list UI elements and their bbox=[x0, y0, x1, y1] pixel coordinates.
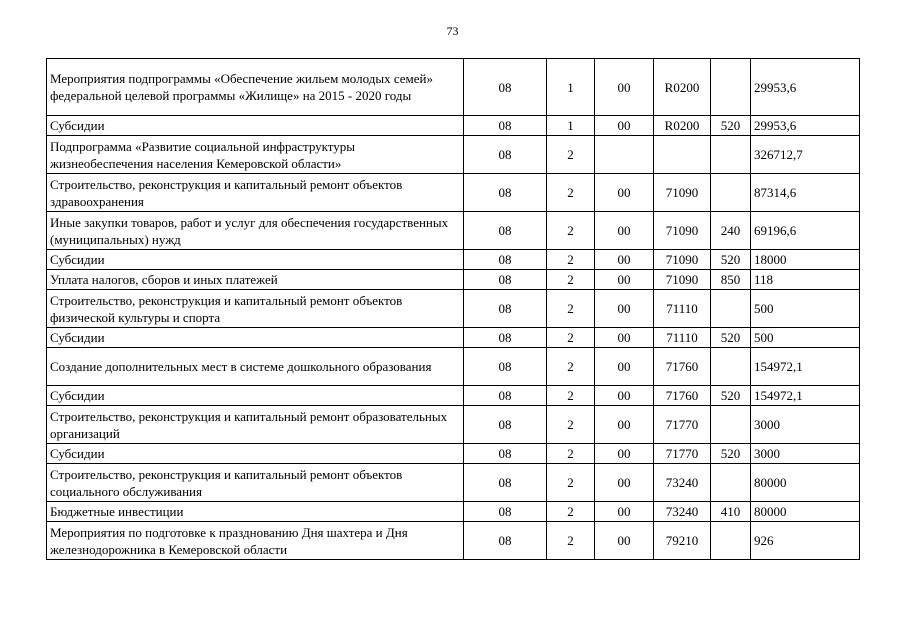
row-expense-type bbox=[711, 174, 751, 212]
row-name: Мероприятия подпрограммы «Обеспечение жильем молодых семей» федеральной целевой программы «Жилище» на 2015 - 2020 годы bbox=[47, 59, 464, 116]
row-section: 08 bbox=[464, 59, 547, 116]
table-row bbox=[47, 464, 860, 502]
row-section: 08 bbox=[464, 174, 547, 212]
row-expense-type bbox=[711, 522, 751, 560]
row-amount: 500 bbox=[751, 328, 860, 348]
row-group: 00 bbox=[595, 406, 654, 444]
budget-table bbox=[46, 58, 860, 560]
row-section: 08 bbox=[464, 522, 547, 560]
row-section: 08 bbox=[464, 328, 547, 348]
row-code: 71760 bbox=[654, 348, 711, 386]
row-code: 71770 bbox=[654, 444, 711, 464]
row-group: 00 bbox=[595, 290, 654, 328]
row-amount: 3000 bbox=[751, 406, 860, 444]
row-expense-type: 520 bbox=[711, 116, 751, 136]
row-section: 08 bbox=[464, 502, 547, 522]
row-code: 71090 bbox=[654, 212, 711, 250]
row-subprogram: 2 bbox=[547, 290, 595, 328]
row-name: Мероприятия по подготовке к празднованию Дня шахтера и Дня железнодорожника в Кемеровской области bbox=[47, 522, 464, 560]
row-amount: 80000 bbox=[751, 464, 860, 502]
row-subprogram: 2 bbox=[547, 386, 595, 406]
row-section: 08 bbox=[464, 250, 547, 270]
row-section: 08 bbox=[464, 386, 547, 406]
row-group: 00 bbox=[595, 348, 654, 386]
row-code: R0200 bbox=[654, 59, 711, 116]
row-section: 08 bbox=[464, 406, 547, 444]
table-row bbox=[47, 270, 860, 290]
row-group: 00 bbox=[595, 212, 654, 250]
row-code: 71110 bbox=[654, 328, 711, 348]
row-subprogram: 2 bbox=[547, 348, 595, 386]
row-expense-type bbox=[711, 406, 751, 444]
row-section: 08 bbox=[464, 290, 547, 328]
row-amount: 154972,1 bbox=[751, 348, 860, 386]
row-expense-type: 520 bbox=[711, 444, 751, 464]
row-code: R0200 bbox=[654, 116, 711, 136]
row-group: 00 bbox=[595, 386, 654, 406]
row-section: 08 bbox=[464, 444, 547, 464]
table-row bbox=[47, 59, 860, 116]
row-subprogram: 2 bbox=[547, 174, 595, 212]
row-group: 00 bbox=[595, 116, 654, 136]
row-subprogram: 2 bbox=[547, 250, 595, 270]
row-code bbox=[654, 136, 711, 174]
row-section: 08 bbox=[464, 348, 547, 386]
row-section: 08 bbox=[464, 464, 547, 502]
row-group: 00 bbox=[595, 174, 654, 212]
row-section: 08 bbox=[464, 116, 547, 136]
table-row bbox=[47, 136, 860, 174]
row-group: 00 bbox=[595, 270, 654, 290]
row-expense-type: 410 bbox=[711, 502, 751, 522]
row-group: 00 bbox=[595, 464, 654, 502]
row-section: 08 bbox=[464, 212, 547, 250]
row-section: 08 bbox=[464, 270, 547, 290]
row-expense-type: 520 bbox=[711, 386, 751, 406]
row-name: Субсидии bbox=[47, 116, 464, 136]
row-amount: 326712,7 bbox=[751, 136, 860, 174]
row-name: Субсидии bbox=[47, 386, 464, 406]
row-amount: 3000 bbox=[751, 444, 860, 464]
row-name: Строительство, реконструкция и капитальный ремонт образовательных организаций bbox=[47, 406, 464, 444]
row-group: 00 bbox=[595, 250, 654, 270]
page-number: 73 bbox=[446, 24, 459, 38]
row-code: 71090 bbox=[654, 174, 711, 212]
row-subprogram: 2 bbox=[547, 328, 595, 348]
row-expense-type bbox=[711, 348, 751, 386]
row-amount: 29953,6 bbox=[751, 59, 860, 116]
table-row bbox=[47, 290, 860, 328]
row-code: 71110 bbox=[654, 290, 711, 328]
row-amount: 926 bbox=[751, 522, 860, 560]
row-subprogram: 2 bbox=[547, 522, 595, 560]
row-group: 00 bbox=[595, 522, 654, 560]
row-subprogram: 2 bbox=[547, 464, 595, 502]
row-amount: 500 bbox=[751, 290, 860, 328]
row-subprogram: 1 bbox=[547, 59, 595, 116]
row-amount: 118 bbox=[751, 270, 860, 290]
row-group: 00 bbox=[595, 444, 654, 464]
row-amount: 87314,6 bbox=[751, 174, 860, 212]
row-subprogram: 2 bbox=[547, 136, 595, 174]
table-row bbox=[47, 116, 860, 136]
row-name: Субсидии bbox=[47, 444, 464, 464]
row-group: 00 bbox=[595, 502, 654, 522]
row-name: Строительство, реконструкция и капитальный ремонт объектов социального обслуживания bbox=[47, 464, 464, 502]
row-subprogram: 2 bbox=[547, 444, 595, 464]
row-subprogram: 2 bbox=[547, 406, 595, 444]
row-subprogram: 2 bbox=[547, 502, 595, 522]
row-code: 73240 bbox=[654, 464, 711, 502]
row-amount: 18000 bbox=[751, 250, 860, 270]
table-row bbox=[47, 406, 860, 444]
row-expense-type bbox=[711, 136, 751, 174]
row-name: Подпрограмма «Развитие социальной инфраструктуры жизнеобеспечения населения Кемеровской области» bbox=[47, 136, 464, 174]
row-name: Строительство, реконструкция и капитальный ремонт объектов здравоохранения bbox=[47, 174, 464, 212]
table-row bbox=[47, 348, 860, 386]
row-amount: 80000 bbox=[751, 502, 860, 522]
row-subprogram: 2 bbox=[547, 270, 595, 290]
row-code: 71770 bbox=[654, 406, 711, 444]
row-group: 00 bbox=[595, 59, 654, 116]
table-row bbox=[47, 522, 860, 560]
row-expense-type: 520 bbox=[711, 328, 751, 348]
row-group: 00 bbox=[595, 328, 654, 348]
table-row bbox=[47, 328, 860, 348]
row-code: 71090 bbox=[654, 270, 711, 290]
row-expense-type: 850 bbox=[711, 270, 751, 290]
row-expense-type bbox=[711, 290, 751, 328]
row-name: Создание дополнительных мест в системе дошкольного образования bbox=[47, 348, 464, 386]
table-body bbox=[47, 59, 860, 560]
row-name: Строительство, реконструкция и капитальный ремонт объектов физической культуры и спорта bbox=[47, 290, 464, 328]
table-row bbox=[47, 174, 860, 212]
row-subprogram: 2 bbox=[547, 212, 595, 250]
row-expense-type bbox=[711, 59, 751, 116]
table-row bbox=[47, 444, 860, 464]
row-name: Субсидии bbox=[47, 250, 464, 270]
row-code: 73240 bbox=[654, 502, 711, 522]
row-expense-type: 240 bbox=[711, 212, 751, 250]
row-amount: 69196,6 bbox=[751, 212, 860, 250]
row-code: 79210 bbox=[654, 522, 711, 560]
table-row bbox=[47, 502, 860, 522]
row-code: 71760 bbox=[654, 386, 711, 406]
table-row bbox=[47, 250, 860, 270]
row-name: Иные закупки товаров, работ и услуг для обеспечения государственных (муниципальных) нужд bbox=[47, 212, 464, 250]
row-name: Субсидии bbox=[47, 328, 464, 348]
table-row bbox=[47, 386, 860, 406]
row-name: Бюджетные инвестиции bbox=[47, 502, 464, 522]
row-expense-type: 520 bbox=[711, 250, 751, 270]
row-group bbox=[595, 136, 654, 174]
row-amount: 154972,1 bbox=[751, 386, 860, 406]
row-amount: 29953,6 bbox=[751, 116, 860, 136]
row-name: Уплата налогов, сборов и иных платежей bbox=[47, 270, 464, 290]
row-section: 08 bbox=[464, 136, 547, 174]
table-row bbox=[47, 212, 860, 250]
row-subprogram: 1 bbox=[547, 116, 595, 136]
row-code: 71090 bbox=[654, 250, 711, 270]
row-expense-type bbox=[711, 464, 751, 502]
